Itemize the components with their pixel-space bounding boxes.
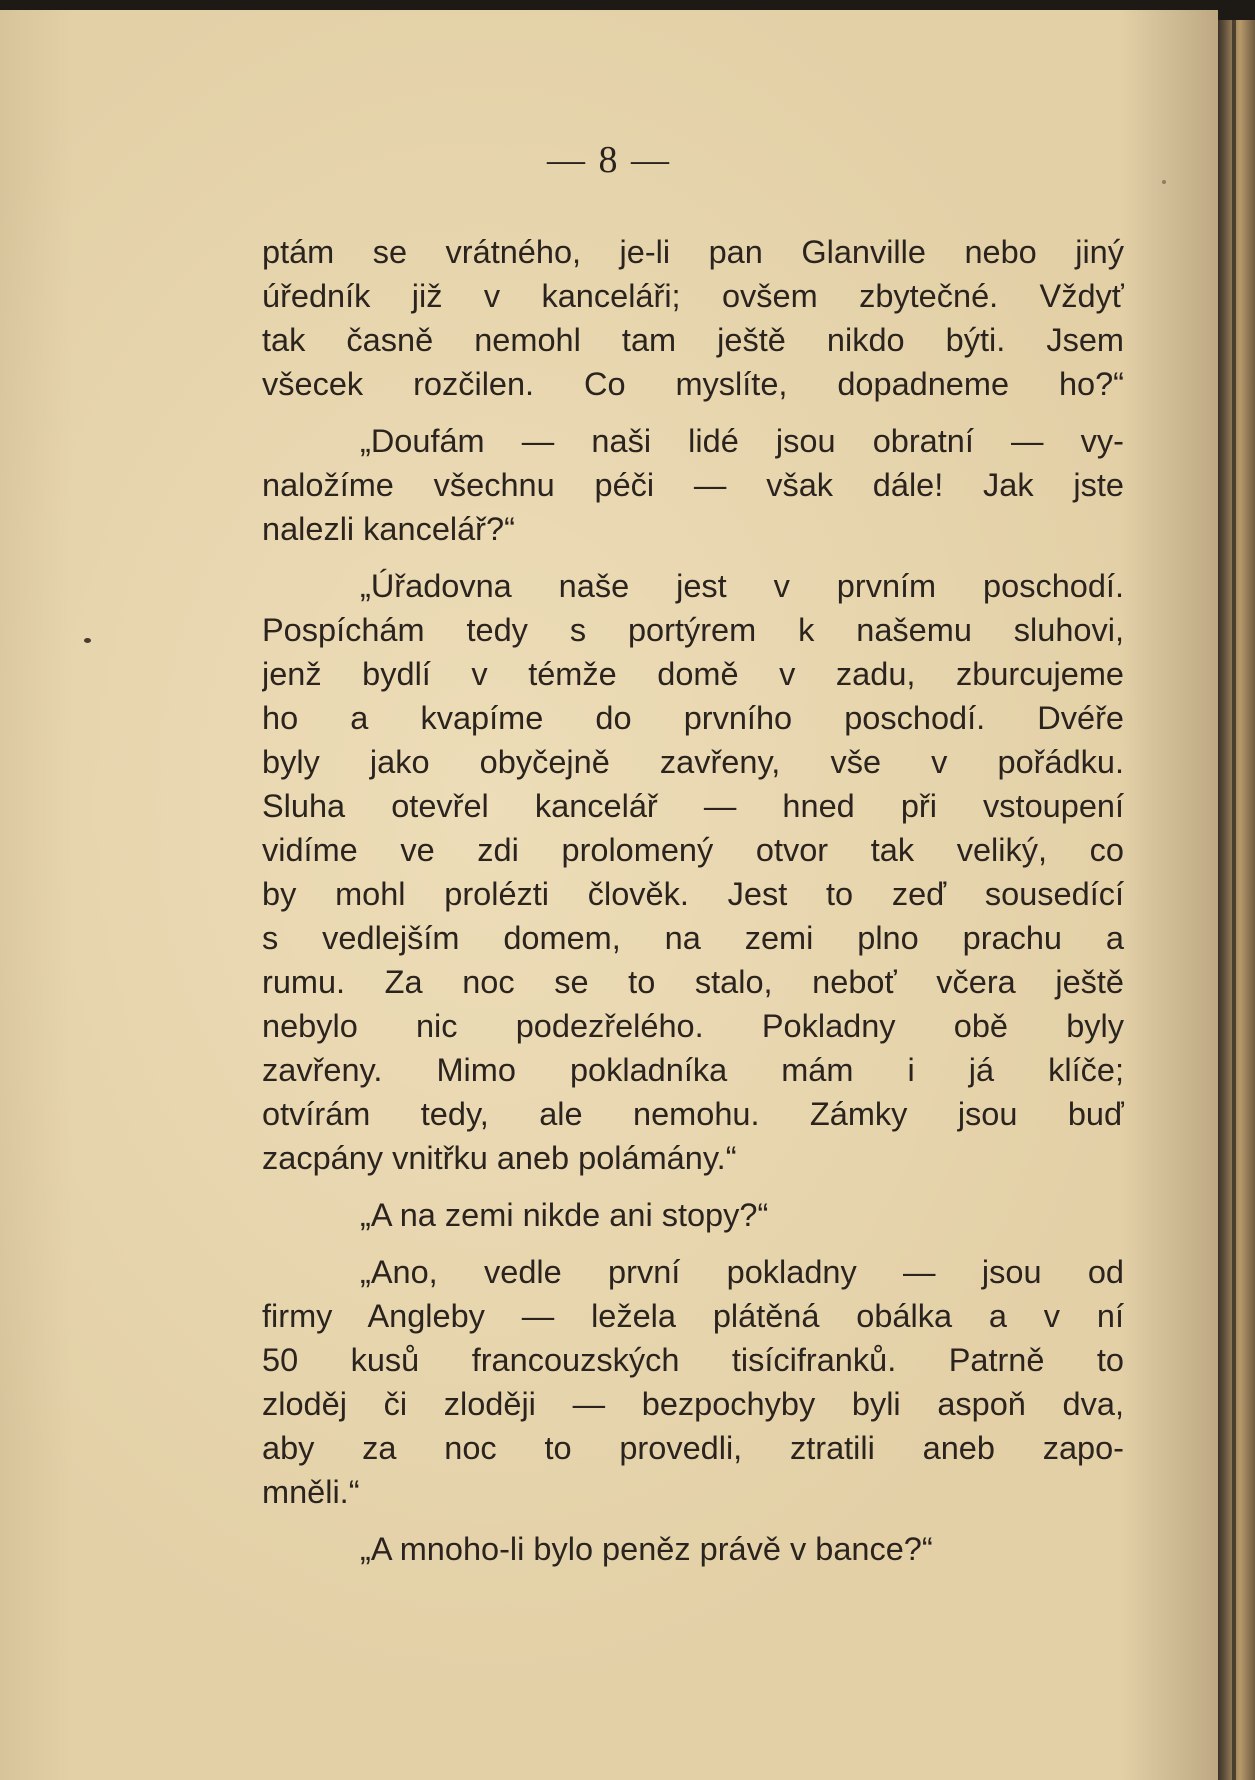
text-line: firmy Angleby — ležela plátěná obálka a v ní	[262, 1298, 1124, 1334]
text-line: Sluha otevřel kancelář — hned při vstoupení	[262, 788, 1124, 824]
text-line: mněli.“	[262, 1474, 360, 1510]
text-line: vidíme ve zdi prolomený otvor tak veliký, co	[262, 832, 1124, 868]
text-line: byly jako obyčejně zavřeny, vše v pořádku.	[262, 744, 1124, 780]
text-line: všecek rozčilen. Co myslíte, dopadneme ho?“	[262, 366, 1124, 402]
text-line: aby za noc to provedli, ztratili aneb zapo-	[262, 1430, 1124, 1466]
spine-shadow-line	[1232, 20, 1236, 1780]
text-line: s vedlejším domem, na zemi plno prachu a	[262, 920, 1124, 956]
text-line: „Doufám — naši lidé jsou obratní — vy-	[360, 423, 1124, 459]
text-line: „Ano, vedle první pokladny — jsou od	[360, 1254, 1124, 1290]
text-line: „Úřadovna naše jest v prvním poschodí.	[360, 568, 1124, 604]
text-line: 50 kusů francouzských tisícifranků. Patrně to	[262, 1342, 1124, 1378]
body-text	[262, 230, 1124, 1571]
text-line: naložíme všechnu péči — však dále! Jak jste	[262, 467, 1124, 503]
text-line: zloděj či zloději — bezpochyby byli aspoň dva,	[262, 1386, 1124, 1422]
text-line: „A na zemi nikde ani stopy?“	[360, 1197, 769, 1233]
text-line: zavřeny. Mimo pokladníka mám i já klíče;	[262, 1052, 1124, 1088]
text-line: zacpány vnitřku aneb polámány.“	[262, 1140, 737, 1176]
page-number: — 8 —	[547, 139, 671, 181]
text-line: tak časně nemohl tam ještě nikdo býti. Jsem	[262, 322, 1124, 358]
text-line: „A mnoho-li bylo peněz právě v bance?“	[360, 1531, 933, 1567]
text-line: ho a kvapíme do prvního poschodí. Dvéře	[262, 700, 1124, 736]
text-line: otvírám tedy, ale nemohu. Zámky jsou buď	[262, 1096, 1124, 1132]
text-line: rumu. Za noc se to stalo, neboť včera ještě	[262, 964, 1124, 1000]
book-page	[0, 10, 1218, 1780]
text-line: nalezli kancelář?“	[262, 511, 515, 547]
book-spine-edge	[1218, 20, 1255, 1780]
text-line: jenž bydlí v témže domě v zadu, zburcujeme	[262, 656, 1124, 692]
text-line: by mohl prolézti člověk. Jest to zeď sousedící	[262, 876, 1124, 912]
text-line: nebylo nic podezřelého. Pokladny obě byly	[262, 1008, 1124, 1044]
ink-speck	[84, 638, 91, 643]
text-line: Pospíchám tedy s portýrem k našemu sluhovi,	[262, 612, 1124, 648]
text-line: úředník již v kanceláři; ovšem zbytečné. Vždyť	[262, 278, 1124, 314]
text-line: ptám se vrátného, je-li pan Glanville nebo jiný	[262, 234, 1124, 270]
